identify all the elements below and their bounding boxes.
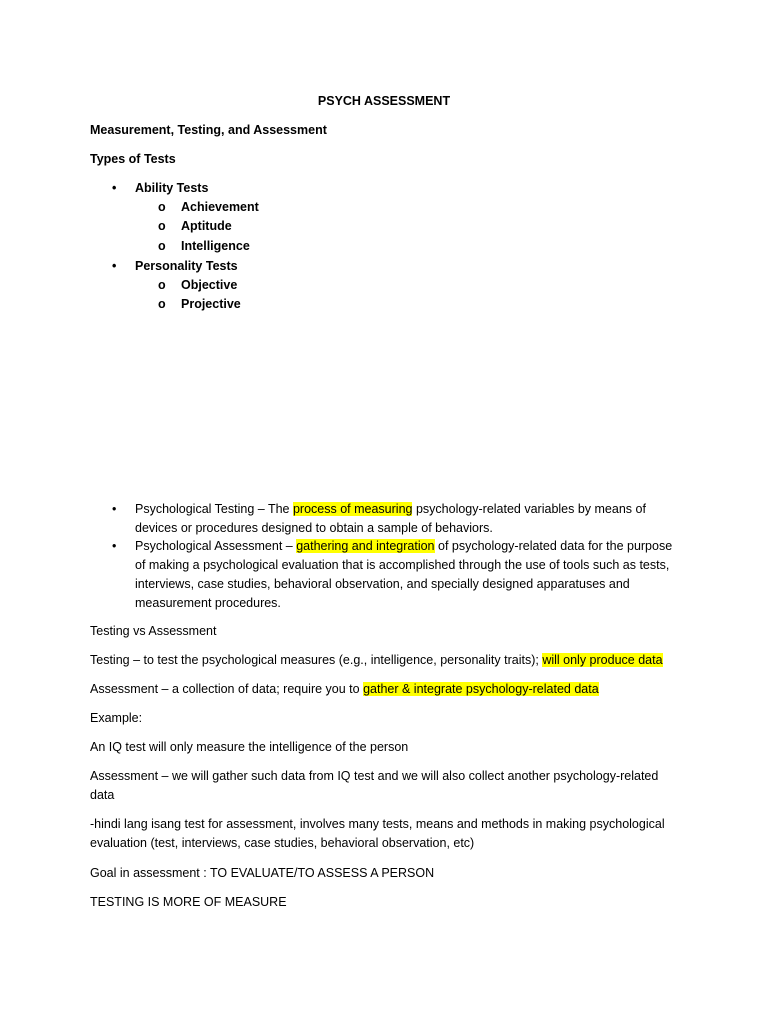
- sub-item-label: Aptitude: [181, 219, 232, 233]
- sub-item-label: Objective: [181, 278, 238, 292]
- highlighted-text: process of measuring: [292, 502, 413, 516]
- highlighted-text: gathering and integration: [296, 539, 435, 553]
- definition-text: [135, 500, 680, 538]
- sub-item-label: Projective: [181, 297, 241, 311]
- definition-text-before: Psychological Testing – The: [135, 502, 293, 516]
- sub-bullet-icon: o: [158, 297, 166, 311]
- definition-text-before: Psychological Assessment –: [135, 539, 297, 553]
- bullet-icon: •: [112, 539, 117, 553]
- sub-item-achievement: [0, 198, 768, 217]
- testing-line: [90, 651, 680, 670]
- sub-item-label: Intelligence: [181, 239, 250, 253]
- definition-text-after: psychology-related variables by means of devices or procedures designed to obtain a sample of behaviors.: [135, 502, 646, 535]
- heading-measurement-testing-assessment: Measurement, Testing, and Assessment: [90, 123, 327, 137]
- bullet-icon: •: [112, 259, 117, 273]
- sub-item-projective: [0, 295, 768, 314]
- list-item-personality-tests: [0, 257, 768, 276]
- sub-item-aptitude: [0, 217, 768, 236]
- sub-bullet-icon: o: [158, 219, 166, 233]
- list-item-ability-tests: [0, 179, 768, 198]
- list-item-label: Ability Tests: [135, 181, 209, 195]
- list-item-label: Personality Tests: [135, 259, 238, 273]
- sub-bullet-icon: o: [158, 239, 166, 253]
- sub-item-intelligence: [0, 237, 768, 256]
- sub-item-label: Achievement: [181, 200, 259, 214]
- example-iq-test: An IQ test will only measure the intelligence of the person: [90, 740, 409, 754]
- highlighted-text: gather & integrate psychology-related data: [363, 682, 599, 696]
- bullet-icon: •: [112, 502, 117, 516]
- definition-text: [135, 537, 680, 613]
- example-label: Example:: [90, 711, 143, 725]
- testing-vs-assessment: Testing vs Assessment: [90, 624, 217, 638]
- sub-bullet-icon: o: [158, 278, 166, 292]
- sub-bullet-icon: o: [158, 200, 166, 214]
- assessment-line: [90, 680, 680, 699]
- sub-item-objective: [0, 276, 768, 295]
- goal-in-assessment: Goal in assessment : TO EVALUATE/TO ASSESS A PERSON: [90, 866, 435, 880]
- testing-line-text: Testing – to test the psychological measures (e.g., intelligence, personality traits);: [90, 653, 543, 667]
- definition-text-after: of psychology-related data for the purpose of making a psychological evaluation that is accomplished through the use of tools such as tests, interviews, case studies, behavioral observation, and specially designed apparatuses and measurement procedures.: [135, 539, 673, 610]
- assessment-line-text: Assessment – a collection of data; require you to: [90, 682, 364, 696]
- testing-is-more-of-measure: TESTING IS MORE OF MEASURE: [90, 895, 287, 909]
- heading-types-of-tests: Types of Tests: [90, 152, 176, 166]
- bullet-icon: •: [112, 181, 117, 195]
- highlighted-text: will only produce data: [542, 653, 663, 667]
- example-assessment: Assessment – we will gather such data from IQ test and we will also collect another psychology-related data: [90, 769, 659, 802]
- hindi-note: -hindi lang isang test for assessment, involves many tests, means and methods in making psychological evaluation (test, interviews, case studies, behavioral observation, etc): [90, 817, 665, 850]
- document-title: PSYCH ASSESSMENT: [317, 94, 451, 108]
